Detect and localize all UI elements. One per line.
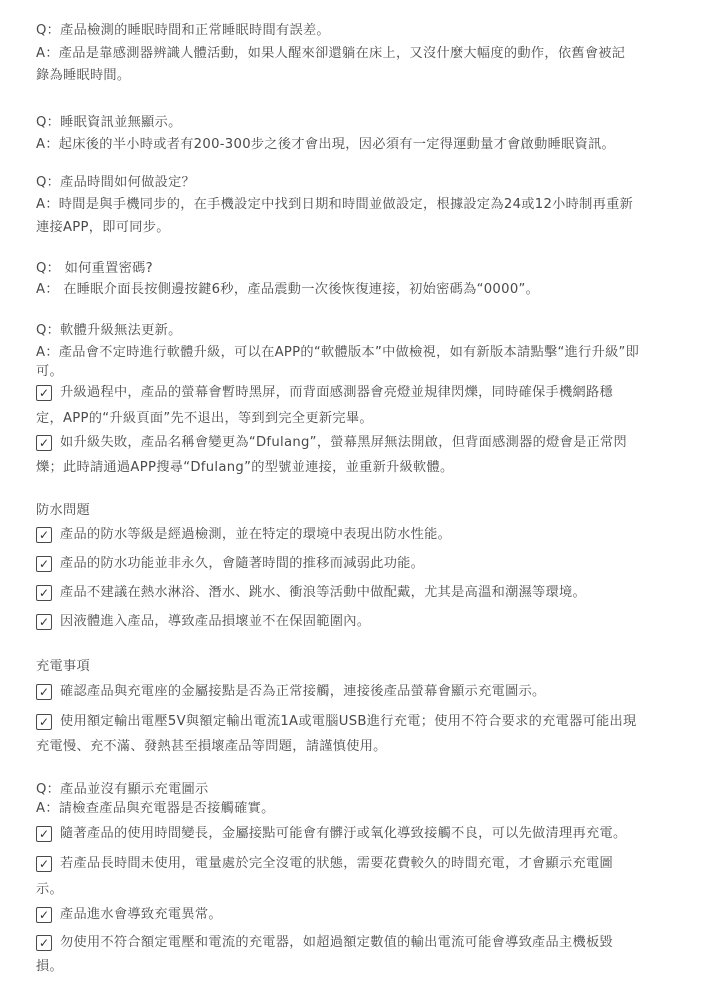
- faq-question-sleep-display: Q：睡眠資訊並無顯示。: [36, 115, 182, 130]
- charging-note-2-cont: 示。: [36, 882, 63, 897]
- faq-answer-time-setting: A：時間是與手機同步的，在手機設定中找到日期和時間並做設定，根據設定為24或12小時制再重新: [36, 197, 634, 212]
- waterproof-item-1: 產品的防水等級是經過檢測，並在特定的環境中表現出防水性能。: [60, 527, 452, 542]
- faq-question-sleep-error: Q：產品檢測的睡眠時間和正常睡眠時間有誤差。: [36, 23, 330, 38]
- charging-note-4: 勿使用不符合額定電壓和電流的充電器，如超過額定數值的輸出電流可能會導致產品主機板毀: [60, 935, 613, 950]
- charging-note-1: 隨著產品的使用時間變長，金屬接點可能會有髒汙或氧化導致接觸不良，可以先做清理再充電。: [60, 826, 627, 841]
- charging-item-2-cont: 充電慢、充不滿、發熱甚至損壞產品等問題，請謹慎使用。: [36, 739, 387, 754]
- faq-answer-sleep-error: A：產品是靠感測器辨識人體活動，如果人醒來卻還躺在床上，又沒什麼大幅度的動作，依舊會被記: [36, 46, 626, 61]
- charging-item-2: 使用額定輸出電壓5V與額定輸出電流1A或電腦USB進行充電；使用不符合要求的充電器可能出現: [60, 714, 637, 729]
- charging-note-2: 若產品長時間未使用，電量處於完全沒電的狀態，需要花費較久的時間充電，才會顯示充電圖: [60, 856, 613, 871]
- faq-answer-time-setting-cont: 連接APP，即可同步。: [36, 220, 170, 235]
- faq-question-charging-icon: Q：產品並沒有顯示充電圖示: [36, 782, 209, 797]
- waterproof-item-3: 產品不建議在熱水淋浴、潛水、跳水、衝浪等活動中做配戴，尤其是高溫和潮濕等環境。: [60, 585, 587, 600]
- waterproof-item-4: 因液體進入產品，導致產品損壞並不在保固範圍內。: [60, 614, 371, 629]
- faq-question-reset-password: Q： 如何重置密碼?: [36, 261, 153, 276]
- faq-answer-charging-icon: A：請檢查產品與充電器是否接觸確實。: [36, 801, 275, 816]
- checkbox-checked-icon: ✓: [36, 585, 52, 601]
- faq-answer-software-update: A：產品會不定時進行軟體升級，可以在APP的“軟體版本”中做檢視，如有新版本請點擊“進行升級”即: [36, 345, 640, 360]
- checkbox-checked-icon: ✓: [36, 435, 52, 451]
- checkbox-checked-icon: ✓: [36, 826, 52, 842]
- checkbox-checked-icon: ✓: [36, 527, 52, 543]
- section-heading-waterproof: 防水問題: [36, 503, 90, 518]
- section-heading-charging: 充電事項: [36, 659, 90, 674]
- checkbox-checked-icon: ✓: [36, 684, 52, 700]
- checkbox-checked-icon: ✓: [36, 935, 52, 951]
- waterproof-item-2: 產品的防水功能並非永久，會隨著時間的推移而減弱此功能。: [60, 556, 425, 571]
- charging-note-3: 產品進水會導致充電異常。: [60, 907, 222, 922]
- update-note-1-cont: 定，APP的“升級頁面”先不退出，等到到完全更新完畢。: [36, 411, 373, 426]
- faq-answer-reset-password: A： 在睡眠介面長按側邊按鍵6秒，產品震動一次後恢復連接，初始密碼為“0000”。: [36, 282, 540, 297]
- faq-question-time-setting: Q：產品時間如何做設定？: [36, 175, 196, 190]
- checkbox-checked-icon: ✓: [36, 556, 52, 572]
- checkbox-checked-icon: ✓: [36, 385, 52, 401]
- update-note-1: 升級過程中，產品的螢幕會暫時黑屏，而背面感測器會亮燈並規律閃爍，同時確保手機網路穩: [60, 385, 613, 400]
- faq-question-software-update: Q：軟體升級無法更新。: [36, 323, 182, 338]
- charging-item-1: 確認產品與充電座的金屬接點是否為正常接觸，連接後產品螢幕會顯示充電圖示。: [60, 684, 546, 699]
- checkbox-checked-icon: ✓: [36, 714, 52, 730]
- checkbox-checked-icon: ✓: [36, 856, 52, 872]
- checkbox-checked-icon: ✓: [36, 907, 52, 923]
- faq-answer-sleep-error-cont: 錄為睡眠時間。: [36, 68, 131, 83]
- checkbox-checked-icon: ✓: [36, 614, 52, 630]
- update-note-2: 如升級失敗，產品名稱會變更為“Dfulang”，螢幕黑屏無法開啟，但背面感測器的燈會是正常閃: [60, 435, 628, 450]
- charging-note-4-cont: 損。: [36, 959, 63, 974]
- faq-answer-software-update-cont: 可。: [36, 364, 63, 379]
- faq-answer-sleep-display: A：起床後的半小時或者有200-300步之後才會出現，因必須有一定得運動量才會啟動睡眠資訊。: [36, 137, 616, 152]
- update-note-2-cont: 爍；此時請通過APP搜尋“Dfulang”的型號並連接，並重新升級軟體。: [36, 460, 454, 475]
